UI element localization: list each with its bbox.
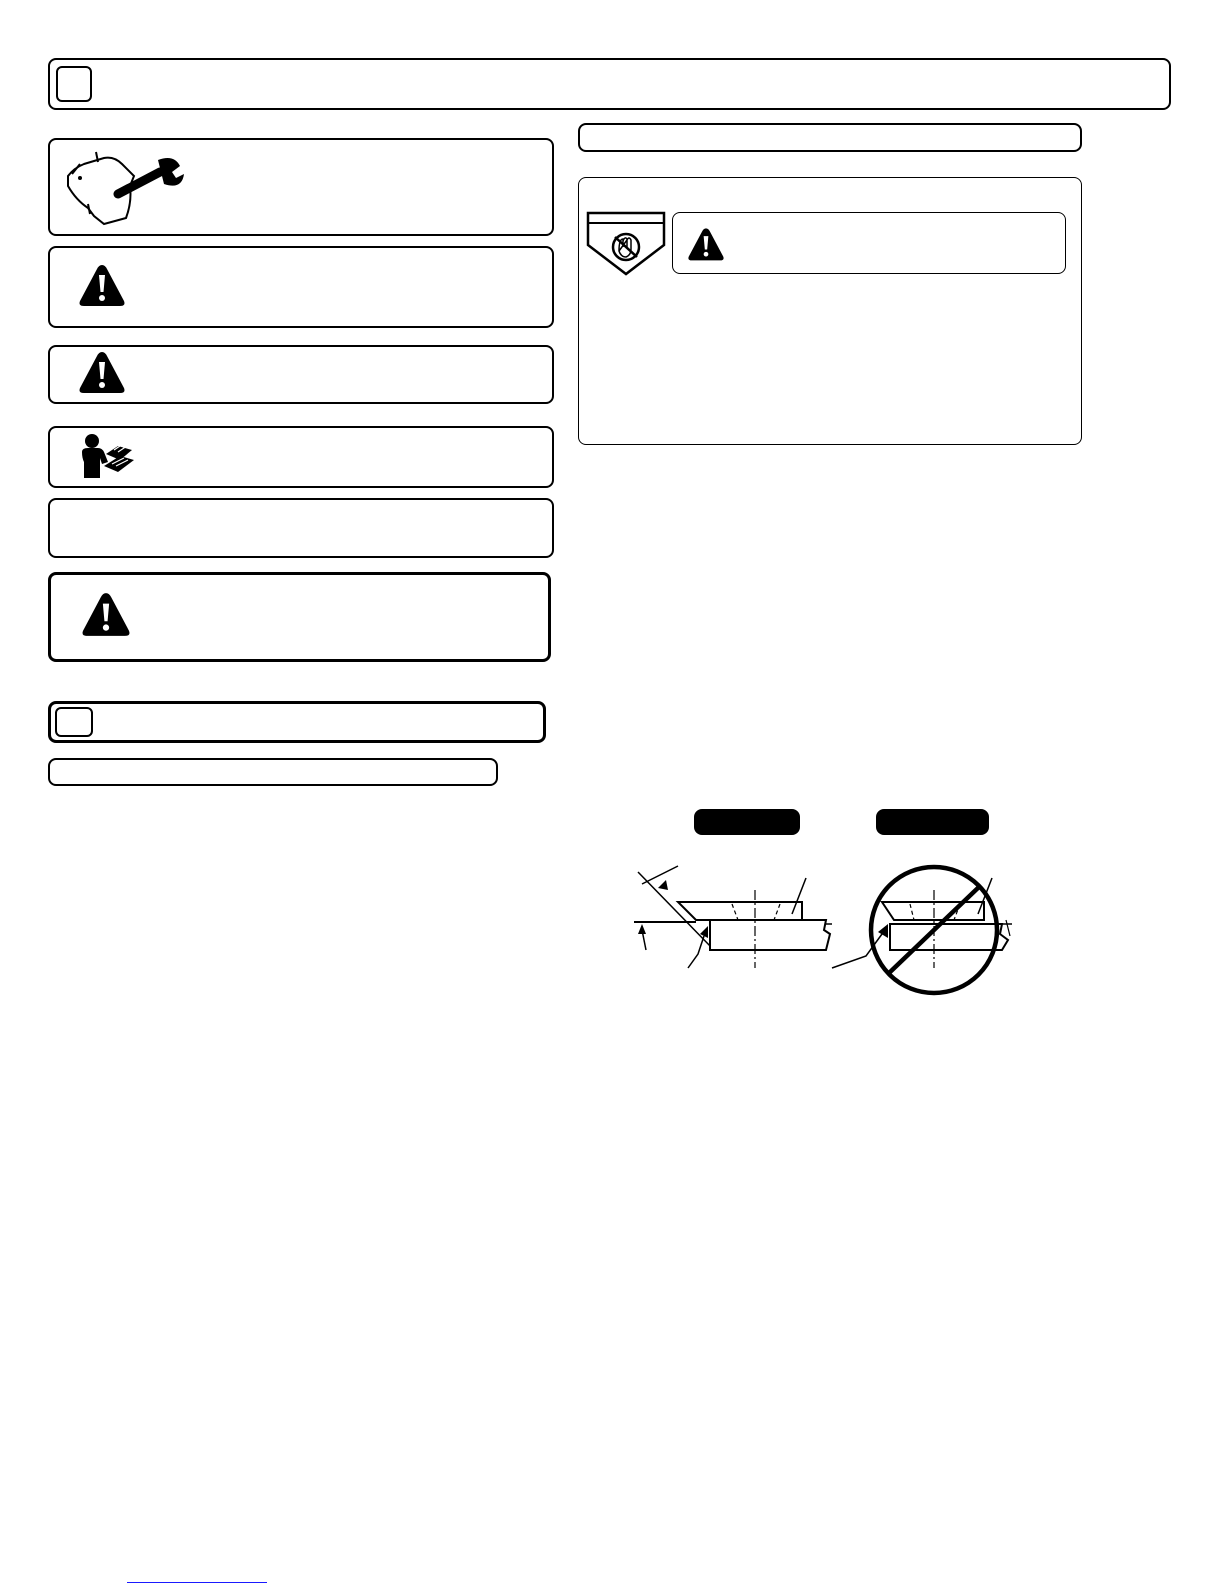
figure-label-incorrect	[876, 809, 989, 835]
warning-triangle-icon	[78, 349, 126, 395]
hand-wrench-icon	[60, 146, 190, 230]
warning-triangle-icon	[687, 226, 725, 262]
link-underline[interactable]	[127, 1582, 267, 1583]
sub-header-bar	[48, 758, 498, 786]
hand-in-shield-icon	[585, 211, 667, 277]
warning-callout	[672, 212, 1066, 274]
right-header-bar	[578, 123, 1082, 152]
note-box	[48, 498, 554, 558]
warning-triangle-icon	[78, 262, 126, 308]
incorrect-install-figure	[832, 867, 1012, 993]
warning-triangle-icon	[80, 590, 132, 638]
countersink-diagram	[620, 850, 1030, 1000]
section-header-bar-2	[48, 701, 546, 743]
section-badge	[56, 66, 92, 102]
section-header-bar	[48, 58, 1171, 110]
figure-label-correct	[694, 809, 800, 835]
correct-install-figure	[634, 866, 832, 968]
section-badge	[55, 707, 93, 737]
person-reading-manual-icon	[78, 432, 140, 482]
